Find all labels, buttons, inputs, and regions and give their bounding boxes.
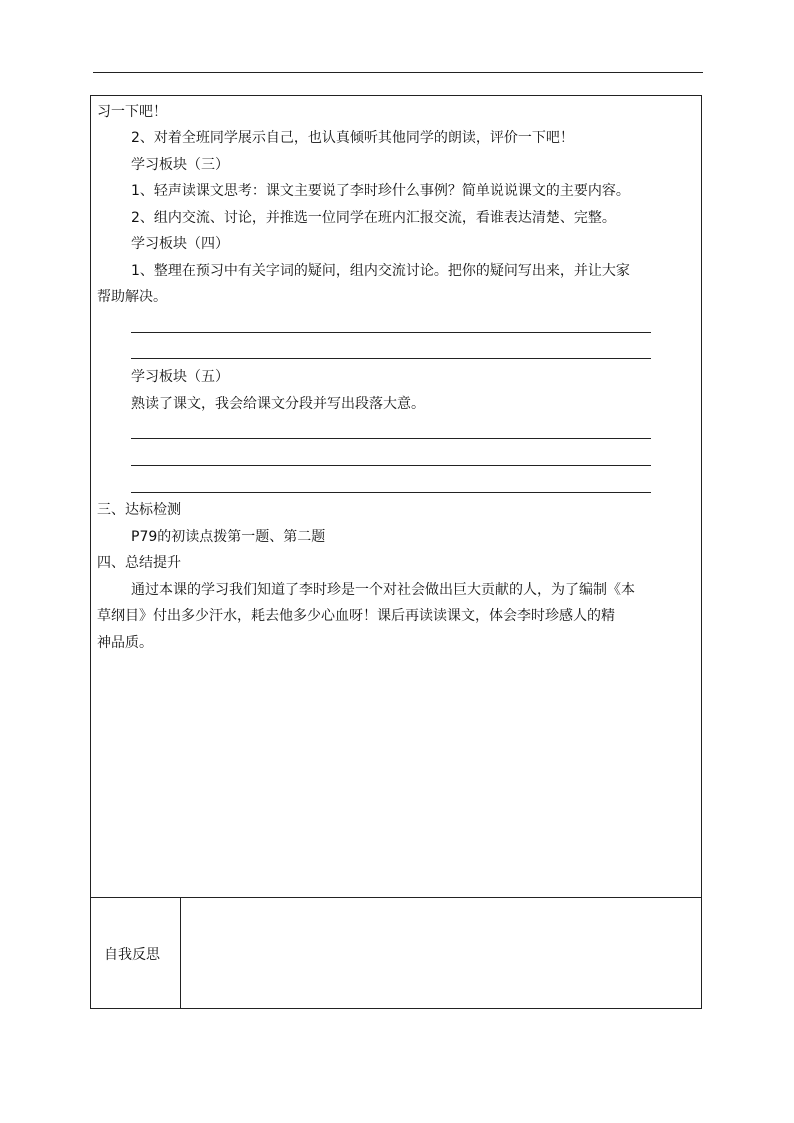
text-line: 通过本课的学习我们知道了李时珍是一个对社会做出巨大贡献的人，为了编制《本 — [131, 582, 635, 598]
text-line: 2、组内交流、讨论，并推选一位同学在班内汇报交流，看谁表达清楚、完整。 — [131, 210, 616, 226]
text-line: P79的初读点拨第一题、第二题 — [131, 529, 326, 545]
section-heading-summary: 四、总结提升 — [97, 555, 181, 571]
text-line: 神品质。 — [97, 635, 153, 651]
text-line: 熟读了课文，我会给课文分段并写出段落大意。 — [131, 396, 425, 412]
text-line: 1、轻声读课文思考：课文主要说了李时珍什么事例？简单说说课文的主要内容。 — [131, 183, 630, 199]
section-heading-block5: 学习板块（五） — [131, 369, 229, 385]
text-line: 草纲目》付出多少汗水，耗去他多少心血呀！课后再读读课文，体会李时珍感人的精 — [97, 608, 615, 624]
section-heading-block3: 学习板块（三） — [131, 157, 229, 173]
lesson-plan-table — [90, 95, 702, 1009]
page-header-rule — [93, 72, 703, 73]
section-heading-block4: 学习板块（四） — [131, 236, 229, 252]
answer-line[interactable] — [131, 358, 651, 359]
text-line: 帮助解决。 — [97, 289, 167, 305]
text-line: 2、对着全班同学展示自己，也认真倾听其他同学的朗读，评价一下吧！ — [131, 130, 574, 146]
text-line: 1、整理在预习中有关字词的疑问，组内交流讨论。把你的疑问写出来，并让大家 — [131, 263, 630, 279]
section-heading-check: 三、达标检测 — [97, 502, 181, 518]
answer-line[interactable] — [131, 438, 651, 439]
self-reflection-label: 自我反思 — [104, 947, 160, 963]
self-reflection-label-cell — [91, 897, 181, 1009]
answer-line[interactable] — [131, 332, 651, 333]
answer-line[interactable] — [131, 492, 651, 493]
lesson-content-cell — [91, 96, 701, 898]
answer-line[interactable] — [131, 465, 651, 466]
text-line: 习一下吧！ — [97, 104, 167, 120]
self-reflection-area[interactable] — [181, 897, 701, 1009]
